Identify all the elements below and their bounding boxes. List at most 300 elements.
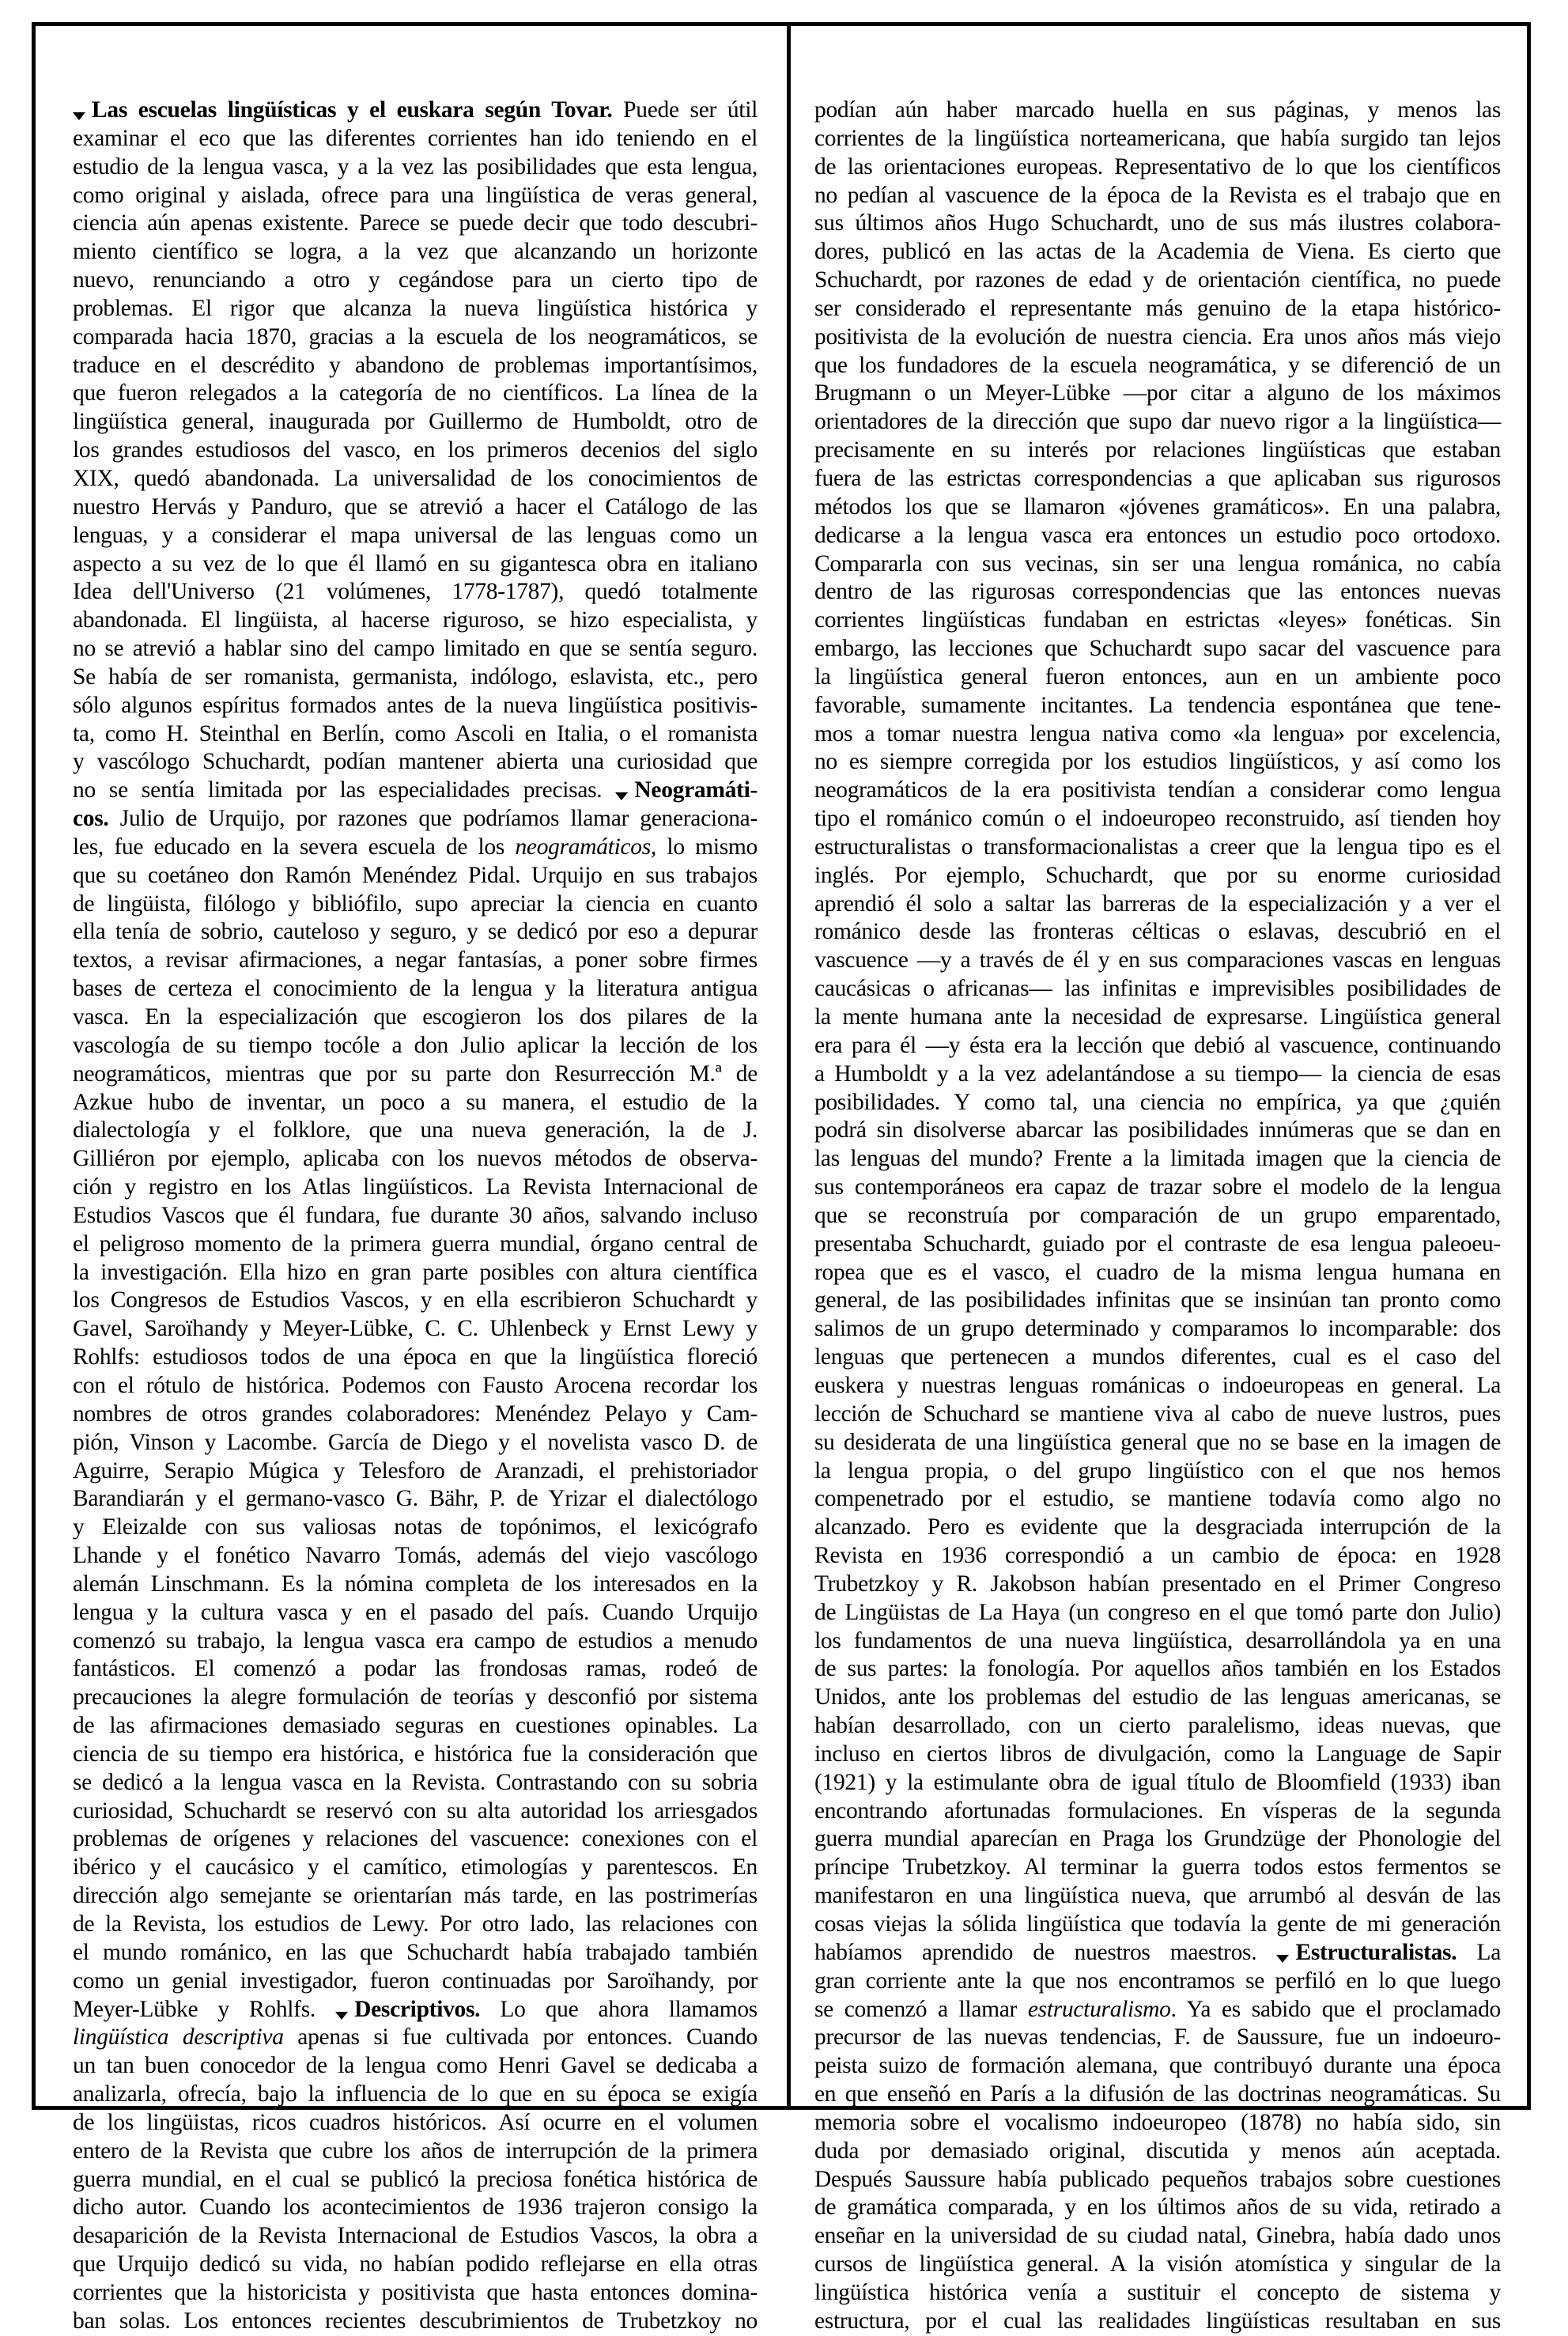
body-text: entero de la Revista que cubre los años de interrupción de la primera — [73, 2138, 758, 2164]
body-text: no se atrevió a hablar sino del campo limitado en que se sentía seguro. — [73, 636, 758, 662]
body-text: dores, publicó en las actas de la Academia de Viena. Es cierto que — [814, 239, 1501, 265]
text-line — [73, 862, 758, 890]
text-line — [814, 295, 1501, 323]
text-line — [73, 1797, 758, 1826]
body-text: Gavel, Saroïhandy y Meyer-Lübke, C. C. Uhlenbeck y Ernst Lewy y — [73, 1316, 758, 1342]
body-text: las lenguas del mundo? Frente a la limitada imagen que la ciencia de — [814, 1146, 1501, 1172]
text-line — [814, 1485, 1501, 1514]
text-line — [73, 1854, 758, 1882]
text-line — [814, 1117, 1501, 1145]
text-line — [814, 692, 1501, 720]
section-marker-icon — [615, 792, 628, 800]
text-line — [814, 437, 1501, 465]
body-text: estructuralistas o transformacionalistas a creer que la lengua tipo es el — [814, 833, 1501, 860]
text-line — [73, 1372, 758, 1400]
body-text: precursor de las nuevas tendencias, F. de Saussure, fue un indoeuro- — [814, 2024, 1501, 2051]
text-line — [814, 1599, 1501, 1627]
text-line — [73, 2308, 758, 2336]
text-line — [73, 1599, 758, 1627]
body-text: el peligroso momento de la primera guerra mundial, órgano central de — [73, 1230, 758, 1257]
text-line — [814, 1996, 1501, 2024]
text-line — [73, 805, 758, 833]
body-text: estudio de la lengua vasca, y a la vez las posibilidades que esta lengua, — [73, 153, 758, 180]
body-text: manifestaron en una lingüística nueva, que arrumbó al desván de las — [814, 1883, 1501, 1909]
text-line — [814, 2109, 1501, 2138]
text-line — [814, 1400, 1501, 1429]
body-text: fuera de las estrictas correspondencias a que aplicaban sus rigurosos — [814, 465, 1501, 491]
body-text: un tan buen conocedor de la lengua como Henri Gavel se dedicaba a — [73, 2053, 758, 2079]
body-text: lingüística general, inaugurada por Guillermo de Humboldt, otro de — [73, 409, 758, 435]
body-text: encontrando afortunadas formulaciones. En vísperas de la segunda — [814, 1797, 1501, 1824]
text-line — [814, 1684, 1501, 1712]
body-text: ser considerado el representante más genuino de la etapa histórico- — [814, 295, 1501, 321]
body-text: neogramáticos de la era positivista tendían a considerar como lengua — [814, 777, 1501, 803]
body-text: de la Revista, los estudios de Lewy. Por otro lado, las relaciones con — [73, 1911, 758, 1937]
body-text: ciencia de su tiempo era histórica, e histórica fue la consideración que — [73, 1741, 758, 1767]
text-line — [73, 522, 758, 550]
body-text: positivista de la evolución de nuestra ciencia. Era unos años más viejo — [814, 323, 1501, 350]
body-text: pión, Vinson y Lacombe. García de Diego y el novelista vasco D. de — [73, 1429, 758, 1455]
body-text: XIX, quedó abandonada. La universalidad de los conocimientos de — [73, 465, 758, 491]
body-text: a Humboldt y a la vez adelantándose a su tiempo— la ciencia de esas — [814, 1060, 1501, 1087]
body-text: cosas viejas la sólida lingüística que todavía la gente de mi generación — [814, 1911, 1501, 1937]
text-line — [73, 1287, 758, 1315]
text-line — [73, 1457, 758, 1486]
text-line — [73, 2194, 758, 2222]
body-text: general, de las posibilidades infinitas que se insinúan tan pronto como — [814, 1287, 1501, 1314]
body-text: el mundo románico, en las que Schuchardt había trabajado también — [73, 1939, 758, 1965]
text-line — [73, 493, 758, 522]
left-column — [73, 96, 758, 2336]
body-text: textos, a revisar afirmaciones, a negar fantasías, a poner sobre firmes — [73, 947, 758, 973]
text-line — [73, 465, 758, 493]
body-text: incluso en ciertos libros de divulgación, como la Language de Sapir — [814, 1741, 1501, 1767]
italic-term: neogramáticos, — [515, 833, 657, 860]
body-text: gran corriente ante la que nos encontramos se perfiló en lo que luego — [814, 1967, 1501, 1994]
text-line — [73, 975, 758, 1004]
text-line — [814, 833, 1501, 862]
body-text: vascología de su tiempo tocóle a don Julio aplicar la lección de los — [73, 1032, 758, 1058]
text-line — [814, 635, 1501, 663]
body-text: de sus partes: la fonología. Por aquellos años también en los Estados — [814, 1656, 1501, 1682]
text-line — [814, 1089, 1501, 1117]
text-line — [814, 323, 1501, 352]
text-line — [73, 1911, 758, 1939]
body-text: con el rótulo de histórica. Podemos con Fausto Arocena recordar los — [73, 1372, 758, 1398]
text-line — [73, 1089, 758, 1117]
body-text: Julio de Urquijo, por razones que podríamos llamar generaciona- — [108, 806, 758, 832]
section-marker-icon — [73, 112, 85, 120]
body-text: comparada hacia 1870, gracias a la escuela de los neogramáticos, se — [73, 323, 758, 350]
text-line — [73, 2052, 758, 2081]
text-line — [814, 1429, 1501, 1457]
body-text: su desiderata de una lingüística general que no se base en la imagen de — [814, 1429, 1501, 1455]
text-line — [814, 1287, 1501, 1315]
body-text: príncipe Trubetzkoy. Al terminar la guerra todos estos fermentos se — [814, 1854, 1501, 1881]
body-text: en que enseñó en París a la difusión de las doctrinas neogramáticas. Su — [814, 2081, 1501, 2107]
body-text: como un genial investigador, fueron continuadas por Saroïhandy, por — [73, 1967, 758, 1994]
body-text: vasca. En la especialización que escogieron los dos pilares de la — [73, 1004, 758, 1030]
body-text: mos a tomar nuestra lengua nativa como «la lengua» por excelencia, — [814, 720, 1501, 747]
body-text: ella tenía de sobrio, cauteloso y seguro, y se dedicó por eso a depurar — [73, 919, 758, 945]
body-text: tipo el románico común o el indoeuropeo reconstruido, así tienden hoy — [814, 806, 1501, 832]
text-line — [814, 465, 1501, 493]
body-text: duda por demasiado original, discutida y menos aún aceptada. — [814, 2138, 1501, 2164]
body-text: Compararla con sus vecinas, sin ser una lengua románica, no cabía — [814, 550, 1501, 576]
body-text: neogramáticos, mientras que por su parte don Resurrección M.ª de — [73, 1060, 758, 1087]
body-text: problemas. El rigor que alcanza la nueva lingüística histórica y — [73, 295, 758, 321]
text-line — [73, 153, 758, 182]
body-text: apenas si fue cultivada por entonces. Cuando — [283, 2024, 758, 2051]
section-heading: Las escuelas lingüísticas y el euskara según Tovar. — [92, 97, 613, 123]
body-text: corrientes lingüísticas fundaban en estrictas «leyes» fonéticas. Sin — [814, 607, 1501, 633]
body-text: embargo, las lecciones que Schuchardt supo sacar del vascuence para — [814, 636, 1501, 662]
body-text: podían aún haber marcado huella en sus páginas, y menos las — [814, 97, 1501, 123]
body-text: salimos de un grupo determinado y comparamos lo incomparable: dos — [814, 1316, 1501, 1342]
text-line — [814, 266, 1501, 295]
body-text: compenetrado por el estudio, se mantiene todavía como algo no — [814, 1486, 1501, 1512]
text-line — [73, 1514, 758, 1542]
text-line — [814, 2251, 1501, 2279]
body-text: miento científico se logra, a la vez que alcanzando un horizonte — [73, 239, 758, 265]
body-text: nombres de otros grandes colaboradores: Menéndez Pelayo y Cam- — [73, 1400, 758, 1427]
text-line — [73, 2251, 758, 2279]
body-text: lección de Schuchard se mantiene viva al cabo de nueve lustros, pues — [814, 1400, 1501, 1427]
body-text: que su coetáneo don Ramón Menéndez Pidal. Urquijo en sus trabajos — [73, 862, 758, 888]
text-line — [73, 2222, 758, 2251]
text-line — [73, 437, 758, 465]
text-line — [73, 1769, 758, 1797]
text-line — [73, 1627, 758, 1656]
text-line — [73, 2166, 758, 2194]
body-text: dedicarse a la lengua vasca era entonces un estudio poco ortodoxo. — [814, 522, 1501, 548]
body-text: de gramática comparada, y en los últimos años de su vida, retirado a — [814, 2194, 1501, 2221]
body-text: enseñar en la universidad de su ciudad natal, Ginebra, había dado unos — [814, 2223, 1501, 2249]
body-text: estructura, por el cual las realidades lingüísticas resultaban en sus — [814, 2308, 1501, 2334]
text-line — [73, 692, 758, 720]
text-line — [73, 1996, 758, 2024]
text-line — [814, 2194, 1501, 2222]
text-line — [814, 1315, 1501, 1344]
body-text: ibérico y el caucásico y el camítico, etimologías y parentescos. En — [73, 1854, 758, 1881]
text-line — [814, 2052, 1501, 2081]
body-text: Trubetzkoy y R. Jakobson habían presentado en el Primer Congreso — [814, 1571, 1501, 1597]
text-line — [73, 2024, 758, 2052]
body-text: favorable, sumamente incitantes. La tendencia espontánea que tene- — [814, 692, 1501, 718]
text-line — [814, 2222, 1501, 2251]
text-line — [73, 2081, 758, 2109]
section-heading: Estructuralistas. — [1295, 1939, 1457, 1965]
body-text: de los lingüistas, ricos cuadros históricos. Así ocurre en el volumen — [73, 2109, 758, 2135]
body-text: de Lingüistas de La Haya (un congreso en el que tomó parte don Julio) — [814, 1599, 1501, 1625]
body-text: dicho autor. Cuando los acontecimientos de 1936 trajeron consigo la — [73, 2194, 758, 2221]
text-line — [814, 2138, 1501, 2166]
text-line — [73, 266, 758, 295]
text-line — [73, 96, 758, 125]
body-text: Lhande y el fonético Navarro Tomás, además del viejo vascólogo — [73, 1543, 758, 1569]
text-line — [814, 805, 1501, 833]
text-line — [814, 1712, 1501, 1741]
body-text: lengua y la cultura vasca y en el pasado del país. Cuando Urquijo — [73, 1599, 758, 1625]
body-text: caucásicas o africanas— las infinitas e imprevisibles posibilidades de — [814, 976, 1501, 1002]
body-text: Lo que ahora llamamos — [480, 1996, 758, 2022]
body-text: precauciones la alegre formulación de teorías y desconfió por sistema — [73, 1684, 758, 1710]
body-text: ciencia aún apenas existente. Parece se puede decir que todo descubri- — [73, 210, 758, 236]
body-text: curiosidad, Schuchardt se reservó con su alta autoridad los arriesgados — [73, 1797, 758, 1824]
text-line — [814, 1542, 1501, 1571]
body-text: ción y registro en los Atlas lingüísticos. La Revista Internacional de — [73, 1174, 758, 1200]
text-line — [814, 777, 1501, 805]
text-line — [73, 1485, 758, 1514]
text-line — [814, 1259, 1501, 1287]
body-text: orientadores de la dirección que supo dar nuevo rigor a la lingüística— — [814, 409, 1501, 435]
body-text: se dedicó a la lengua vasca en la Revista. Contrastando con su sobria — [73, 1769, 758, 1795]
text-line — [73, 607, 758, 635]
text-line — [814, 238, 1501, 266]
text-line — [814, 578, 1501, 607]
body-text: habíamos aprendido de nuestros maestros. — [814, 1939, 1277, 1965]
text-line — [73, 323, 758, 352]
body-text: cursos de lingüística general. A la visión atomística y singular de la — [814, 2251, 1501, 2277]
text-line — [814, 947, 1501, 975]
body-text: guerra mundial aparecían en Praga los Grundzüge der Phonologie del — [814, 1826, 1501, 1852]
text-line — [814, 380, 1501, 408]
italic-term: estructuralismo — [1027, 1996, 1171, 2022]
body-text: y Eleizalde con sus valiosas notas de topónimos, el lexicógrafo — [73, 1514, 758, 1540]
text-line — [814, 2279, 1501, 2308]
body-text: los fundamentos de una nueva lingüística, desarrollándola ya en una — [814, 1627, 1501, 1654]
text-line — [814, 210, 1501, 238]
body-text: lenguas que pertenecen a mundos diferentes, cual es el caso del — [814, 1344, 1501, 1370]
text-line — [73, 182, 758, 210]
text-line — [814, 125, 1501, 153]
body-text: la lengua propia, o del grupo lingüístico con el que nos hemos — [814, 1457, 1501, 1484]
text-line — [814, 1967, 1501, 1996]
body-text: sus últimos años Hugo Schuchardt, uno de sus más ilustres colabora- — [814, 210, 1501, 236]
body-text: dirección algo semejante se orientarían más tarde, en las postrimerías — [73, 1883, 758, 1909]
text-line — [73, 1967, 758, 1996]
text-line — [814, 2024, 1501, 2052]
text-line — [814, 607, 1501, 635]
text-line — [814, 1145, 1501, 1174]
text-line — [73, 578, 758, 607]
text-line — [73, 1400, 758, 1429]
text-line — [73, 1712, 758, 1741]
text-line — [814, 1060, 1501, 1089]
body-text: problemas de orígenes y relaciones del vascuence: conexiones con el — [73, 1826, 758, 1852]
text-line — [814, 1627, 1501, 1656]
body-text: métodos los que se llamaron «jóvenes gramáticos». En una palabra, — [814, 493, 1501, 520]
text-line — [814, 1514, 1501, 1542]
body-text: Schuchardt, por razones de edad y de orientación científica, no puede — [814, 267, 1501, 293]
text-line — [73, 1117, 758, 1145]
text-line — [814, 96, 1501, 125]
text-line — [814, 1882, 1501, 1911]
text-line — [73, 748, 758, 777]
text-line — [73, 890, 758, 919]
body-text: como original y aislada, ofrece para una lingüística de veras general, — [73, 182, 758, 208]
body-text: Brugmann o un Meyer-Lübke —por citar a alguno de los máximos — [814, 380, 1501, 406]
body-text: traduce en el descrédito y abandono de problemas importantísimos, — [73, 352, 758, 378]
body-text: analizarla, ofrecía, bajo la influencia de lo que en su época se exigía — [73, 2081, 758, 2107]
text-line — [73, 1571, 758, 1599]
text-line — [814, 1372, 1501, 1400]
body-text: que fueron relegados a la categoría de no científicos. La línea de la — [73, 380, 758, 406]
text-line — [73, 1145, 758, 1174]
text-line — [73, 238, 758, 266]
body-text: lo mismo — [656, 833, 758, 860]
text-line — [814, 1825, 1501, 1854]
body-text: abandonada. El lingüista, al hacerse riguroso, se hizo especialista, y — [73, 607, 758, 633]
body-text: memoria sobre el vocalismo indoeuropeo (1878) no había sido, sin — [814, 2109, 1501, 2135]
body-text: examinar el eco que las diferentes corrientes han ido teniendo en el — [73, 125, 758, 151]
text-line — [73, 1344, 758, 1372]
text-line — [73, 947, 758, 975]
text-line — [73, 1060, 758, 1089]
text-line — [814, 1911, 1501, 1939]
body-text: precisamente en su interés por relaciones lingüísticas que estaban — [814, 437, 1501, 463]
text-line — [814, 522, 1501, 550]
text-line — [73, 2279, 758, 2308]
text-line — [73, 550, 758, 579]
body-text: bases de certeza el conocimiento de la lengua y la literatura antigua — [73, 976, 758, 1002]
text-line — [73, 2109, 758, 2138]
text-line — [73, 1542, 758, 1571]
body-text: Idea dell'Universo (21 volúmenes, 1778-1787), quedó totalmente — [73, 579, 758, 605]
body-text: ropea que es el vasco, el cuadro de la misma lengua humana en — [814, 1259, 1501, 1285]
text-line — [814, 2081, 1501, 2109]
text-line — [73, 720, 758, 749]
body-text: Puede ser útil — [612, 97, 758, 123]
body-text: . Ya es sabido que el proclamado — [1170, 1996, 1501, 2022]
text-line — [73, 408, 758, 437]
text-line — [814, 1202, 1501, 1230]
body-text: alemán Linschmann. Es la nómina completa de los interesados en la — [73, 1571, 758, 1597]
text-line — [814, 890, 1501, 919]
body-text: vascuence —y a través de él y en sus comparaciones vascas en lenguas — [814, 947, 1501, 973]
body-text: nuestro Hervás y Panduro, que se atrevió a hacer el Catálogo de las — [73, 493, 758, 520]
section-heading: Neogramáti- — [634, 777, 758, 803]
body-text: Barandiarán y el germano-vasco G. Bähr, P. de Yrizar el dialectólogo — [73, 1486, 758, 1512]
text-line — [814, 2308, 1501, 2336]
body-text: corrientes que la historicista y positivista que hasta entonces domina- — [73, 2279, 758, 2305]
body-text: presentaba Schuchardt, guiado por el contraste de esa lengua paleoeu- — [814, 1230, 1501, 1257]
body-text: que se reconstruía por comparación de un grupo emparentado, — [814, 1202, 1501, 1228]
text-line — [73, 380, 758, 408]
body-text: habían desarrollado, con un cierto paralelismo, ideas nuevas, que — [814, 1713, 1501, 1739]
italic-term: lingüística descriptiva — [73, 2024, 284, 2051]
text-line — [73, 777, 758, 805]
text-line — [814, 408, 1501, 437]
column-divider — [787, 22, 791, 2110]
text-line — [814, 1741, 1501, 1769]
text-line — [814, 550, 1501, 579]
text-line — [73, 1230, 758, 1259]
text-line — [814, 352, 1501, 380]
text-line — [73, 918, 758, 947]
text-line — [814, 1032, 1501, 1060]
body-text: inglés. Por ejemplo, Schuchardt, que por su enorme curiosidad — [814, 862, 1501, 888]
text-line — [73, 833, 758, 862]
body-text: les, fue educado en la severa escuela de los — [73, 833, 516, 860]
text-line — [814, 1854, 1501, 1882]
text-line — [73, 2138, 758, 2166]
body-text: los grandes estudiosos del vasco, en los primeros decenios del siglo — [73, 437, 758, 463]
text-line — [814, 1655, 1501, 1684]
body-text: Azkue hubo de inventar, un poco a su manera, el estudio de la — [73, 1089, 758, 1115]
body-text: de lingüista, filólogo y bibliófilo, supo apreciar la ciencia en cuanto — [73, 890, 758, 917]
body-text: Después Saussure había publicado pequeños trabajos sobre cuestiones — [814, 2166, 1501, 2192]
body-text: Revista en 1936 correspondió a un cambio de época: en 1928 — [814, 1543, 1501, 1569]
body-text: se comenzó a llamar — [814, 1996, 1028, 2022]
body-text: dialectología y el folklore, que una nueva generación, la de J. — [73, 1117, 758, 1143]
body-text: Rohlfs: estudiosos todos de una época en que la lingüística floreció — [73, 1344, 758, 1370]
text-line — [73, 1939, 758, 1967]
text-line — [73, 663, 758, 692]
body-text: Gilliéron por ejemplo, aplicaba con los nuevos métodos de observa- — [73, 1146, 758, 1172]
body-text: peista suizo de formación alemana, que contribuyó durante una época — [814, 2053, 1501, 2079]
text-line — [814, 1004, 1501, 1032]
body-text: guerra mundial, en el cual se publicó la preciosa fonética histórica de — [73, 2166, 758, 2192]
body-text: ban solas. Los entonces recientes descubrimientos de Trubetzkoy no — [73, 2308, 758, 2334]
body-text: que Urquijo dedicó su vida, no habían podido reflejarse en ella otras — [73, 2251, 758, 2277]
text-line — [814, 2166, 1501, 2194]
right-column — [814, 96, 1501, 2336]
section-marker-icon — [335, 2012, 348, 2020]
text-line — [73, 352, 758, 380]
text-line — [73, 125, 758, 153]
body-text: lenguas, y a considerar el mapa universal de las lenguas como un — [73, 522, 758, 548]
text-line — [73, 635, 758, 663]
text-line — [814, 493, 1501, 522]
body-text: euskera y nuestras lenguas románicas o indoeuropeas en general. La — [814, 1372, 1501, 1398]
text-line — [73, 1202, 758, 1230]
section-heading: Descriptivos. — [354, 1996, 481, 2022]
text-line — [73, 1429, 758, 1457]
text-line — [73, 1174, 758, 1202]
body-text: desaparición de la Revista Internacional de Estudios Vascos, la obra a — [73, 2223, 758, 2249]
body-text: Aguirre, Serapio Múgica y Telesforo de Aranzadi, el prehistoriador — [73, 1457, 758, 1484]
text-line — [73, 1032, 758, 1060]
body-text: románico desde las fronteras célticas o eslavas, descubrió en el — [814, 919, 1501, 945]
body-text: ta, como H. Steinthal en Berlín, como Ascoli en Italia, o el romanista — [73, 720, 758, 747]
text-line — [73, 1684, 758, 1712]
text-line — [814, 918, 1501, 947]
body-text: (1921) y la estimulante obra de igual título de Bloomfield (1933) iban — [814, 1769, 1501, 1795]
text-line — [73, 295, 758, 323]
body-text: La — [1457, 1939, 1501, 1965]
text-line — [814, 1797, 1501, 1826]
body-text: y vascólogo Schuchardt, podían mantener abierta una curiosidad que — [73, 749, 758, 775]
body-text: que los fundadores de la escuela neogramática, y se diferenció de un — [814, 352, 1501, 378]
text-line — [73, 1741, 758, 1769]
section-heading: cos. — [73, 806, 109, 832]
text-line — [814, 1344, 1501, 1372]
text-line — [814, 1769, 1501, 1797]
text-line — [814, 1457, 1501, 1486]
body-text: sólo algunos espíritus formados antes de la nueva lingüística positivis- — [73, 692, 758, 718]
body-text: de las afirmaciones demasiado seguras en cuestiones opinables. La — [73, 1713, 758, 1739]
body-text: era para él —y ésta era la lección que debió al vascuence, continuando — [814, 1032, 1501, 1058]
body-text: no pedían al vascuence de la época de la Revista es el trabajo que en — [814, 182, 1501, 208]
text-line — [73, 1882, 758, 1911]
body-text: fantásticos. El comenzó a podar las frondosas ramas, rodeó de — [73, 1656, 758, 1682]
text-line — [73, 1259, 758, 1287]
body-text: nuevo, renunciando a otro y cegándose para un cierto tipo de — [73, 267, 758, 293]
text-line — [814, 663, 1501, 692]
text-line — [814, 975, 1501, 1004]
body-text: la lingüística general fueron entonces, aun en un ambiente poco — [814, 663, 1501, 690]
